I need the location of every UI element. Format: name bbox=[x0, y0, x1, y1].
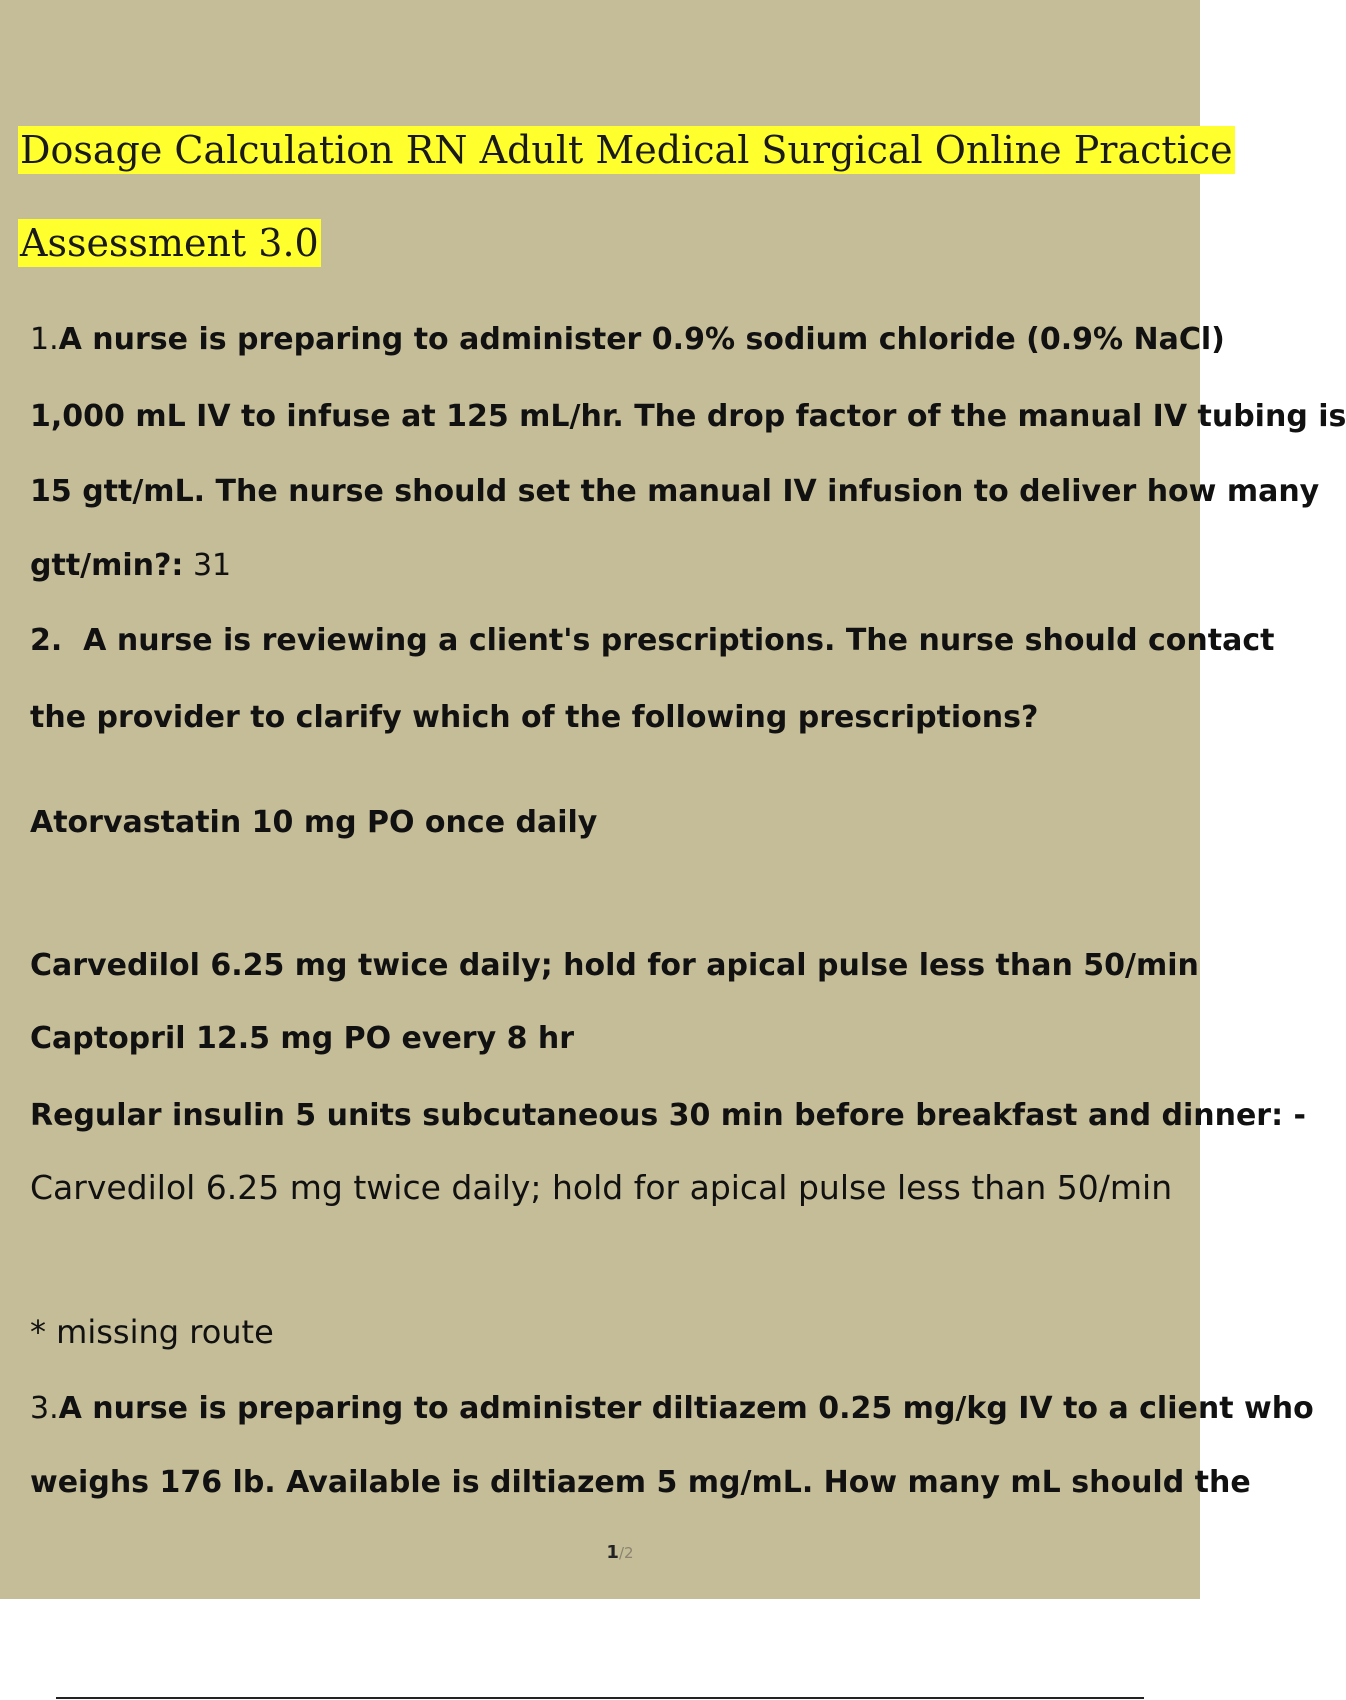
page-divider bbox=[56, 1697, 1144, 1699]
question-1-line-1 bbox=[30, 320, 1225, 360]
page-current: 1 bbox=[606, 1542, 619, 1563]
question-1-number: 1. bbox=[30, 322, 59, 357]
page-indicator bbox=[0, 1541, 1240, 1565]
question-3-text-1: A nurse is preparing to administer diltiazem 0.25 mg/kg IV to a client who bbox=[58, 1391, 1314, 1426]
question-2-option-3: Captopril 12.5 mg PO every 8 hr bbox=[30, 1021, 575, 1056]
question-1-text-1: A nurse is preparing to administer 0.9% sodium chloride (0.9% NaCl) bbox=[58, 322, 1225, 357]
question-2-number: 2. bbox=[30, 623, 63, 658]
question-3-line-2: weighs 176 lb. Available is diltiazem 5 mg/mL. How many mL should the bbox=[30, 1465, 1251, 1500]
question-1-line-3: 15 gtt/mL. The nurse should set the manual IV infusion to deliver how many bbox=[30, 474, 1320, 509]
question-1-text-4: gtt/min?: bbox=[30, 548, 184, 583]
question-3-line-1 bbox=[30, 1389, 1314, 1429]
question-2-answer: Carvedilol 6.25 mg twice daily; hold for apical pulse less than 50/min bbox=[30, 1168, 1173, 1207]
question-2-option-1: Atorvastatin 10 mg PO once daily bbox=[30, 805, 598, 840]
page-separator: / bbox=[618, 1544, 625, 1562]
question-2-option-2: Carvedilol 6.25 mg twice daily; hold for apical pulse less than 50/min bbox=[30, 948, 1199, 983]
question-3-number: 3. bbox=[30, 1391, 59, 1426]
question-1-answer: 31 bbox=[192, 548, 232, 583]
question-2-line-1 bbox=[30, 621, 1274, 661]
question-1-line-4 bbox=[30, 546, 231, 586]
document-title-line-2: Assessment 3.0 bbox=[20, 221, 319, 265]
question-2-rationale: * missing route bbox=[30, 1313, 274, 1351]
question-2-text-1: A nurse is reviewing a client's prescriptions. The nurse should contact bbox=[83, 623, 1275, 658]
question-2-option-4: Regular insulin 5 units subcutaneous 30 min before breakfast and dinner: - bbox=[30, 1098, 1306, 1133]
question-2-line-2: the provider to clarify which of the following prescriptions? bbox=[30, 700, 1039, 735]
page-total: 2 bbox=[624, 1544, 634, 1562]
question-1-line-2: 1,000 mL IV to infuse at 125 mL/hr. The drop factor of the manual IV tubing is bbox=[30, 399, 1346, 434]
document-title-line-1: Dosage Calculation RN Adult Medical Surgical Online Practice bbox=[20, 128, 1233, 172]
